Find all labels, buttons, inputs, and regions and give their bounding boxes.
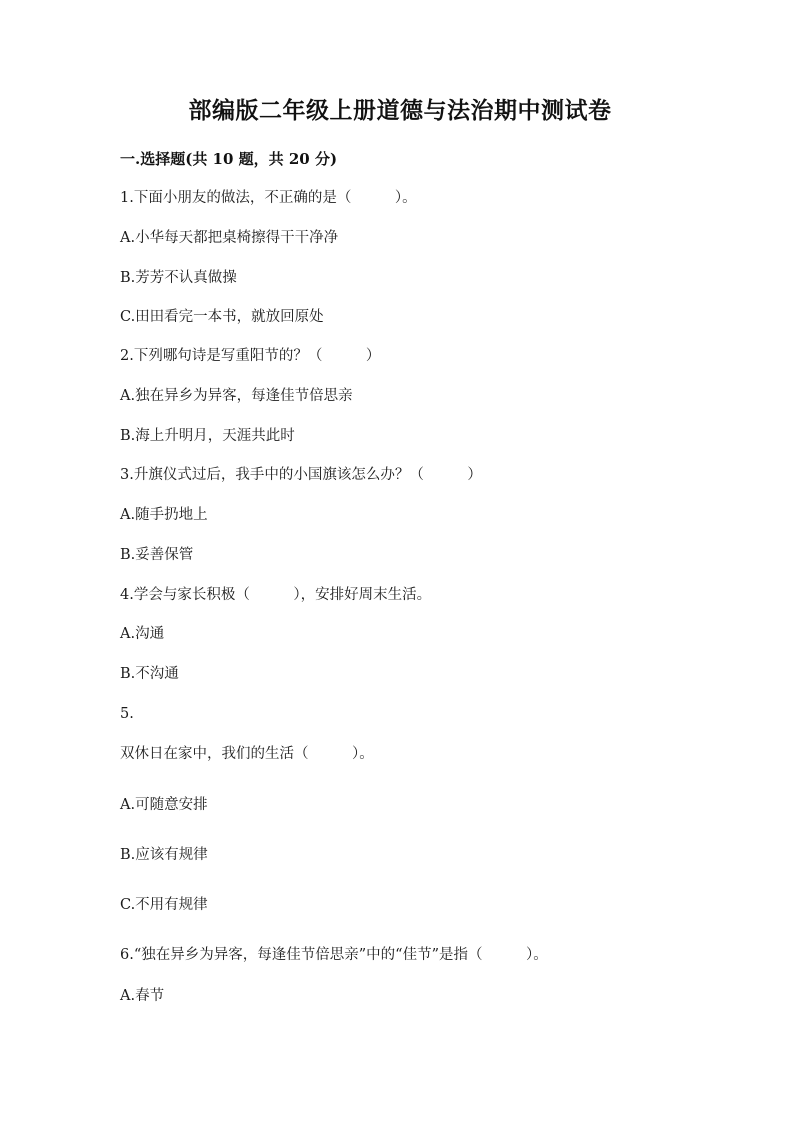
question-1-option-c: C.田田看完一本书，就放回原处 (120, 309, 324, 325)
question-5-number: 5. (120, 706, 134, 722)
question-5-option-a: A.可随意安排 (120, 797, 208, 813)
page-title: 部编版二年级上册道德与法治期中测试卷 (188, 97, 612, 124)
question-3-option-a: A.随手扔地上 (120, 507, 208, 523)
question-2-stem: 2.下列哪句诗是写重阳节的？（ ） (120, 348, 381, 364)
question-3-option-b: B.妥善保管 (120, 547, 194, 563)
section-heading: 一.选择题(共 10 题，共 20 分) (120, 150, 338, 168)
question-4-stem: 4.学会与家长积极（ ），安排好周末生活。 (120, 587, 432, 603)
question-1-option-a: A.小华每天都把桌椅擦得干干净净 (120, 230, 339, 246)
question-2-option-b: B.海上升明月，天涯共此时 (120, 428, 295, 444)
question-1-stem: 1.下面小朋友的做法，不正确的是（ ）。 (120, 190, 417, 206)
question-4-option-a: A.沟通 (120, 626, 165, 642)
question-5-option-c: C.不用有规律 (120, 897, 208, 913)
question-3-stem: 3.升旗仪式过后，我手中的小国旗该怎么办？（ ） (120, 467, 482, 483)
question-6-stem: 6.“独在异乡为异客，每逢佳节倍思亲”中的“佳节”是指（ ）。 (120, 947, 548, 963)
question-5-stem: 双休日在家中，我们的生活（ ）。 (120, 746, 374, 762)
question-4-option-b: B.不沟通 (120, 666, 179, 682)
question-5-option-b: B.应该有规律 (120, 847, 208, 863)
question-1-option-b: B.芳芳不认真做操 (120, 270, 237, 286)
question-6-option-a: A.春节 (120, 988, 165, 1004)
question-2-option-a: A.独在异乡为异客，每逢佳节倍思亲 (120, 388, 353, 404)
